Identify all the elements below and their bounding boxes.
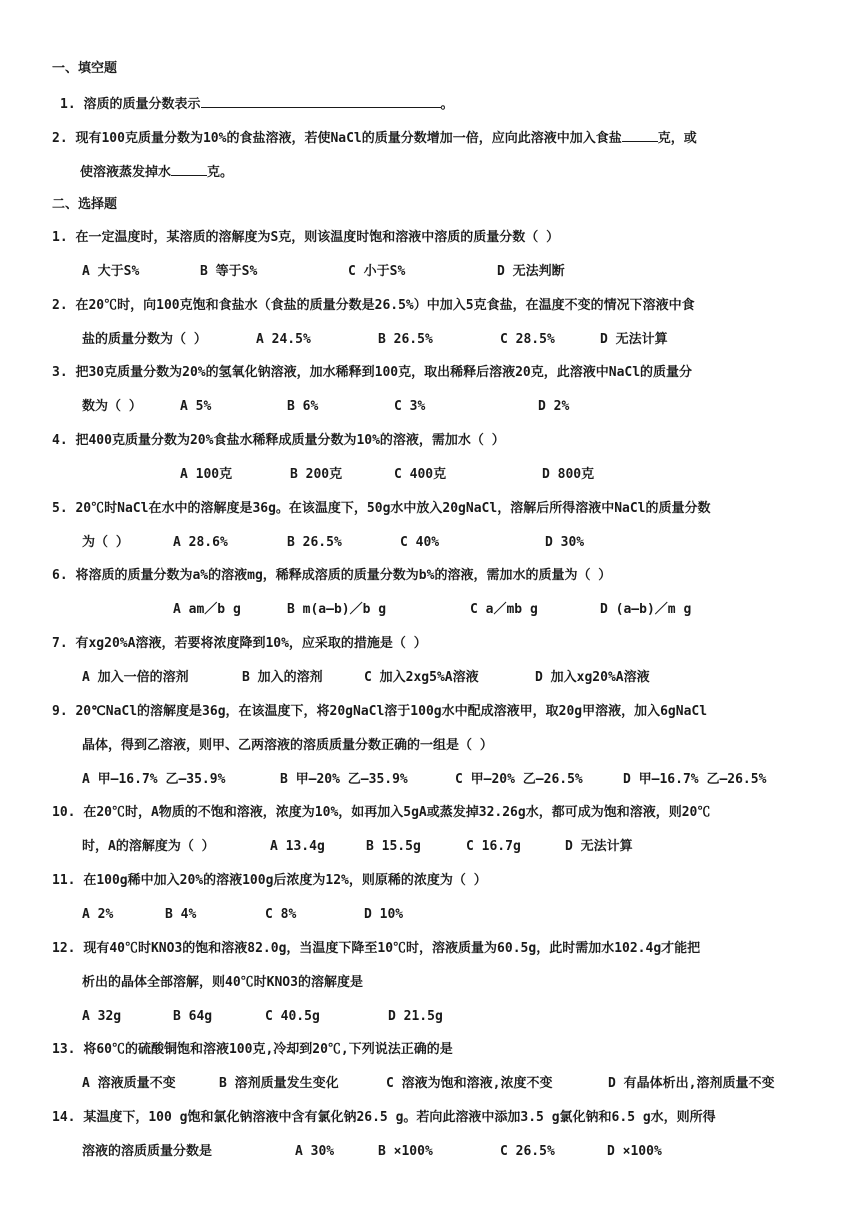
option-d[interactable]: D 2% [538,399,570,414]
option-d[interactable]: D 21.5g [388,1009,443,1024]
question-text: 使溶液蒸发掉水 [80,165,172,180]
option-b[interactable]: B 64g [173,1009,213,1024]
question-text: 20℃NaCl的溶解度是36g，在该温度下，将20gNaCl溶于100g水中配成溶液甲，取20g甲溶液，加入6gNaCl [75,704,708,719]
answer-blank-water[interactable] [171,162,207,176]
option-d[interactable]: D 无法判断 [497,264,565,279]
option-c[interactable]: C 小于S% [348,264,406,279]
question-number: 7. [52,636,68,651]
question-text: 现有40℃时KNO3的饱和溶液82.0g，当温度下降至10℃时，溶液质量为60.5g，此时需加水102.4g才能把 [83,941,701,956]
option-a[interactable]: A am／b g [173,602,241,617]
choice-question-2 [52,297,695,315]
option-a[interactable]: A 2% [82,907,114,922]
option-c[interactable]: C 8% [265,907,297,922]
option-d[interactable]: D 加入xg20%A溶液 [535,670,650,685]
question-text-cont: 时，A的溶解度为（ ） [82,839,215,854]
question-number: 5. [52,501,68,516]
question-number: 11. [52,873,76,888]
choice-question-14 [52,1109,716,1127]
question-number: 4. [52,433,68,448]
question-text: 20℃时NaCl在水中的溶解度是36g。在该温度下，50g水中放入20gNaCl，溶解后所得溶液中NaCl的质量分数 [75,501,711,516]
question-end: 。 [440,97,454,112]
option-a[interactable]: A 大于S% [82,264,140,279]
question-text: 克，或 [657,131,697,146]
option-b[interactable]: B 4% [165,907,197,922]
option-b[interactable]: B 26.5% [378,332,433,347]
choice-question-7 [52,635,427,653]
option-b[interactable]: B 等于S% [200,264,258,279]
option-b[interactable]: B 溶剂质量发生变化 [219,1076,339,1091]
option-d[interactable]: D 无法计算 [565,839,633,854]
option-b[interactable]: B 26.5% [287,535,342,550]
question-number: 12. [52,941,76,956]
choice-question-11 [52,872,487,890]
question-text-cont: 为（ ） [82,535,129,550]
option-b[interactable]: B 加入的溶剂 [242,670,323,685]
question-text-cont: 晶体，得到乙溶液，则甲、乙两溶液的溶质质量分数正确的一组是（ ） [82,738,493,753]
question-text-cont: 析出的晶体全部溶解，则40℃时KNO3的溶解度是 [82,975,363,990]
option-a[interactable]: A 30% [295,1144,335,1159]
choice-question-4 [52,432,505,450]
question-text-cont: 数为（ ） [82,399,142,414]
choice-question-6 [52,567,611,585]
question-text: 把400克质量分数为20%食盐水稀释成质量分数为10%的溶液，需加水（ ） [75,433,505,448]
question-text: 将60℃的硫酸铜饱和溶液100克,冷却到20℃,下列说法正确的是 [83,1042,453,1057]
option-d[interactable]: D 有晶体析出,溶剂质量不变 [608,1076,775,1091]
question-number: 6. [52,568,68,583]
choice-question-1 [52,229,559,247]
option-c[interactable]: C 28.5% [500,332,555,347]
option-c[interactable]: C 400克 [394,467,447,482]
option-b[interactable]: B 200克 [290,467,343,482]
question-text: 将溶质的质量分数为a%的溶液mg，稀释成溶质的质量分数为b%的溶液，需加水的质量为（ ） [75,568,612,583]
question-number: 1. [52,230,68,245]
choice-question-3 [52,364,692,382]
option-b[interactable]: B 15.5g [366,839,421,854]
option-d[interactable]: D 无法计算 [600,332,668,347]
option-c[interactable]: C 3% [394,399,426,414]
option-c[interactable]: C 40.5g [265,1009,320,1024]
option-d[interactable]: D 甲—16.7% 乙—26.5% [623,772,767,787]
option-a[interactable]: A 5% [180,399,212,414]
option-a[interactable]: A 13.4g [270,839,325,854]
question-number: 14. [52,1110,76,1125]
question-number: 2. [52,298,68,313]
question-text-cont: 盐的质量分数为（ ） [82,332,207,347]
choice-question-5 [52,500,711,518]
question-text: 把30克质量分数为20%的氢氧化钠溶液，加水稀释到100克，取出稀释后溶液20克，此溶液中NaCl的质量分 [75,365,693,380]
question-text: 现有100克质量分数为10%的食盐溶液，若使NaCl的质量分数增加一倍，应向此溶液中加入食盐 [75,131,622,146]
question-text: 在一定温度时，某溶质的溶解度为S克，则该温度时饱和溶液中溶质的质量分数（ ） [75,230,560,245]
question-text-cont: 溶液的溶质质量分数是 [82,1144,213,1159]
option-a[interactable]: A 加入一倍的溶剂 [82,670,189,685]
fill-question-2 [52,128,697,148]
question-text: 某温度下，100 g饱和氯化钠溶液中含有氯化钠26.5 g。若向此溶液中添加3.5 g氯化钠和6.5 g水，则所得 [83,1110,716,1125]
option-a[interactable]: A 甲—16.7% 乙—35.9% [82,772,226,787]
question-text: 在20℃时，向100克饱和食盐水（食盐的质量分数是26.5%）中加入5克食盐，在温度不变的情况下溶液中食 [75,298,695,313]
choice-question-9 [52,703,707,721]
option-b[interactable]: B ×100% [378,1144,433,1159]
option-a[interactable]: A 溶液质量不变 [82,1076,176,1091]
option-b[interactable]: B m(a—b)／b g [287,602,387,617]
fill-question-1 [60,94,454,114]
question-number: 1. [60,97,76,112]
option-c[interactable]: C 溶液为饱和溶液,浓度不变 [386,1076,553,1091]
option-c[interactable]: C 40% [400,535,440,550]
option-a[interactable]: A 32g [82,1009,122,1024]
question-number: 9. [52,704,68,719]
answer-blank-salt[interactable] [622,128,658,142]
question-number: 3. [52,365,68,380]
answer-blank[interactable] [201,94,441,108]
option-b[interactable]: B 6% [287,399,319,414]
question-number: 2. [52,131,68,146]
question-number: 10. [52,805,76,820]
section-heading-fill: 一、填空题 [52,61,118,76]
option-d[interactable]: D 30% [545,535,585,550]
option-d[interactable]: D (a—b)／m g [600,602,692,617]
option-a[interactable]: A 100克 [180,467,233,482]
choice-question-13 [52,1041,453,1059]
option-c[interactable]: C 加入2xg5%A溶液 [364,670,479,685]
option-d[interactable]: D 10% [364,907,404,922]
question-text: 克。 [207,165,234,180]
option-d[interactable]: D 800克 [542,467,595,482]
option-d[interactable]: D ×100% [607,1144,662,1159]
option-c[interactable]: C a／mb g [470,602,538,617]
option-a[interactable]: A 28.6% [173,535,228,550]
fill-question-2-cont [80,162,233,182]
option-c[interactable]: C 甲—20% 乙—26.5% [455,772,583,787]
question-text: 在100g稀中加入20%的溶液100g后浓度为12%，则原稀的浓度为（ ） [83,873,487,888]
section-heading-choice: 二、选择题 [52,197,118,212]
choice-question-12 [52,940,700,958]
option-c[interactable]: C 26.5% [500,1144,555,1159]
question-text: 有xg20%A溶液，若要将浓度降到10%，应采取的措施是（ ） [75,636,427,651]
option-c[interactable]: C 16.7g [466,839,521,854]
question-text: 在20℃时，A物质的不饱和溶液，浓度为10%，如再加入5gA或蒸发掉32.26g水，都可成为饱和溶液，则20℃ [83,805,711,820]
question-text: 溶质的质量分数表示 [83,97,201,112]
option-b[interactable]: B 甲—20% 乙—35.9% [280,772,408,787]
option-a[interactable]: A 24.5% [256,332,311,347]
question-number: 13. [52,1042,76,1057]
choice-question-10 [52,804,710,822]
